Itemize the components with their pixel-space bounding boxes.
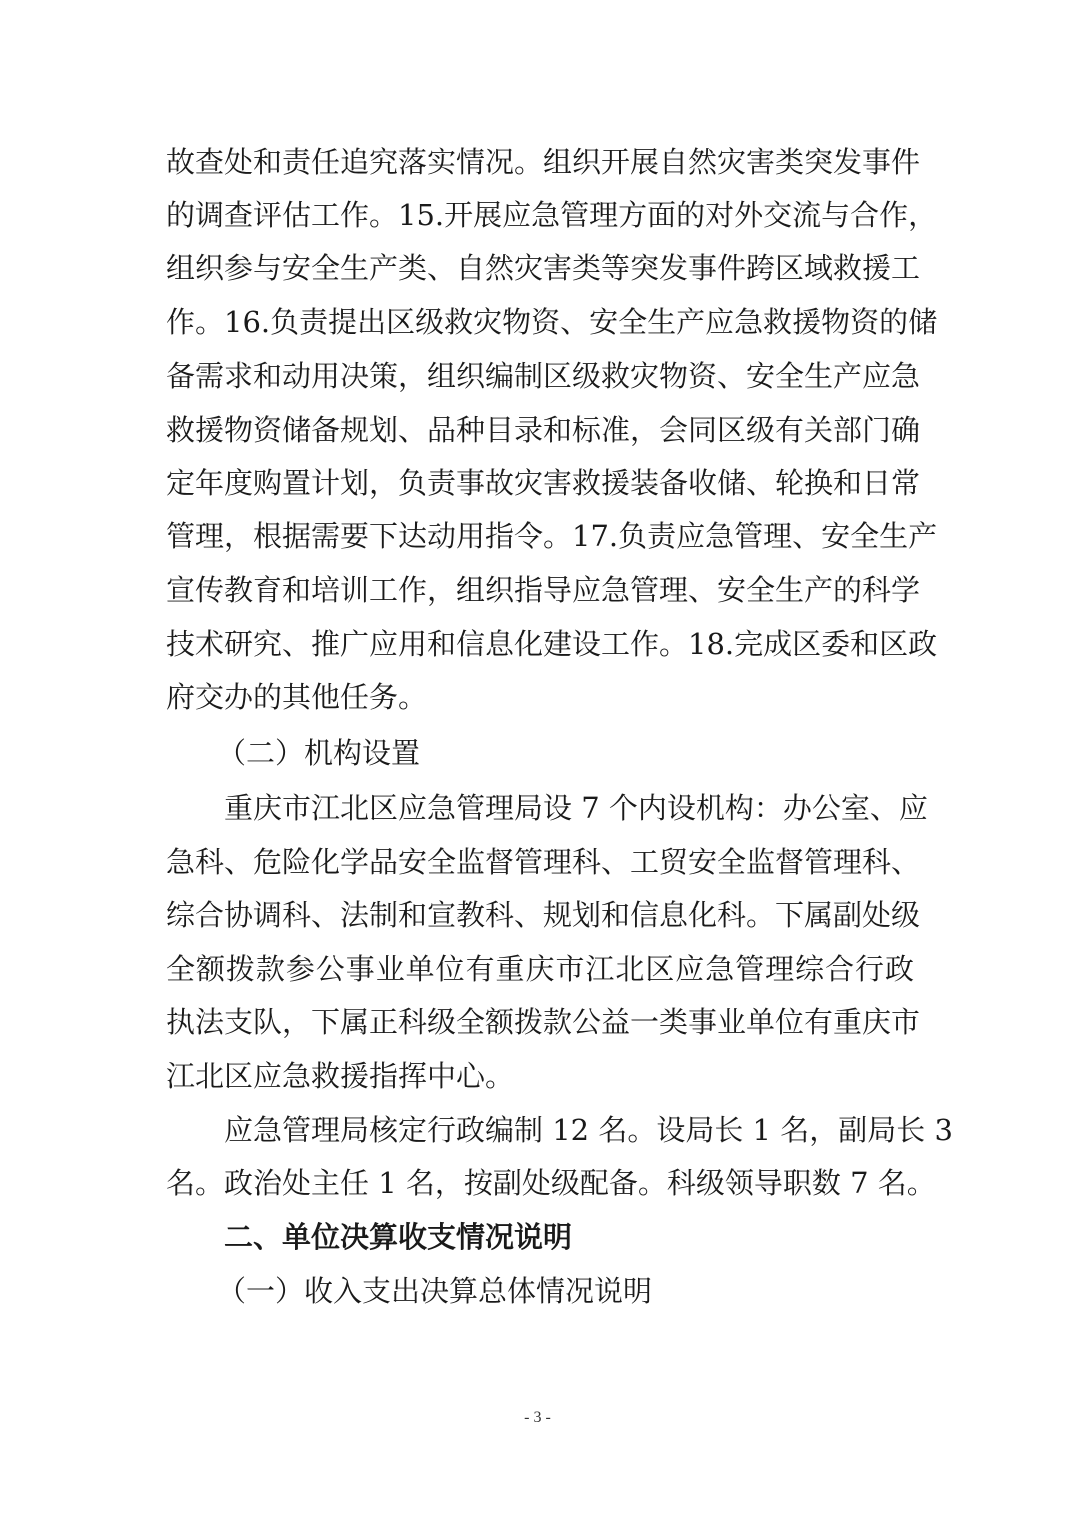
paragraph-1-line-8: 管理，根据需要下达动用指令。17.负责应急管理、安全生产 bbox=[166, 519, 938, 553]
paragraph-3-line-1: 应急管理局核定行政编制 12 名。设局长 1 名，副局长 3 bbox=[224, 1113, 953, 1147]
paragraph-1-line-1: 故查处和责任追究落实情况。组织开展自然灾害类突发事件 bbox=[166, 145, 921, 179]
paragraph-1-line-5: 备需求和动用决策，组织编制区级救灾物资、安全生产应急 bbox=[166, 359, 921, 393]
paragraph-1-line-2: 的调查评估工作。15.开展应急管理方面的对外交流与合作， bbox=[166, 198, 938, 232]
paragraph-3-line-2: 名。政治处主任 1 名，按副处级配备。科级领导职数 7 名。 bbox=[166, 1166, 936, 1200]
paragraph-1-line-3: 组织参与安全生产类、自然灾害类等突发事件跨区域救援工 bbox=[166, 251, 921, 285]
paragraph-2-line-2: 急科、危险化学品安全监督管理科、工贸安全监督管理科、 bbox=[166, 845, 921, 879]
paragraph-2-line-1: 重庆市江北区应急管理局设 7 个内设机构：办公室、应 bbox=[224, 791, 928, 825]
paragraph-1-line-4: 作。16.负责提出区级救灾物资、安全生产应急救援物资的储 bbox=[166, 305, 938, 339]
paragraph-2-line-4: 全额拨款参公事业单位有重庆市江北区应急管理综合行政 bbox=[166, 952, 914, 986]
paragraph-1-line-7: 定年度购置计划，负责事故灾害救援装备收储、轮换和日常 bbox=[166, 466, 921, 500]
paragraph-1-line-6: 救援物资储备规划、品种目录和标准，会同区级有关部门确 bbox=[166, 413, 921, 447]
page-number: - 3 - bbox=[524, 1409, 551, 1426]
paragraph-1-line-9: 宣传教育和培训工作，组织指导应急管理、安全生产的科学 bbox=[166, 573, 921, 607]
paragraph-2-line-6: 江北区应急救援指挥中心。 bbox=[166, 1059, 515, 1093]
paragraph-1-line-10: 技术研究、推广应用和信息化建设工作。18.完成区委和区政 bbox=[166, 627, 938, 661]
section-heading-two: 二、单位决算收支情况说明 bbox=[224, 1220, 573, 1254]
paragraph-2-line-3: 综合协调科、法制和宣教科、规划和信息化科。下属副处级 bbox=[166, 898, 921, 932]
paragraph-1-line-11: 府交办的其他任务。 bbox=[166, 680, 428, 714]
section-heading-organization: （二）机构设置 bbox=[217, 736, 421, 770]
paragraph-2-line-5: 执法支队，下属正科级全额拨款公益一类事业单位有重庆市 bbox=[166, 1005, 921, 1039]
section-heading-two-one: （一）收入支出决算总体情况说明 bbox=[217, 1274, 653, 1308]
